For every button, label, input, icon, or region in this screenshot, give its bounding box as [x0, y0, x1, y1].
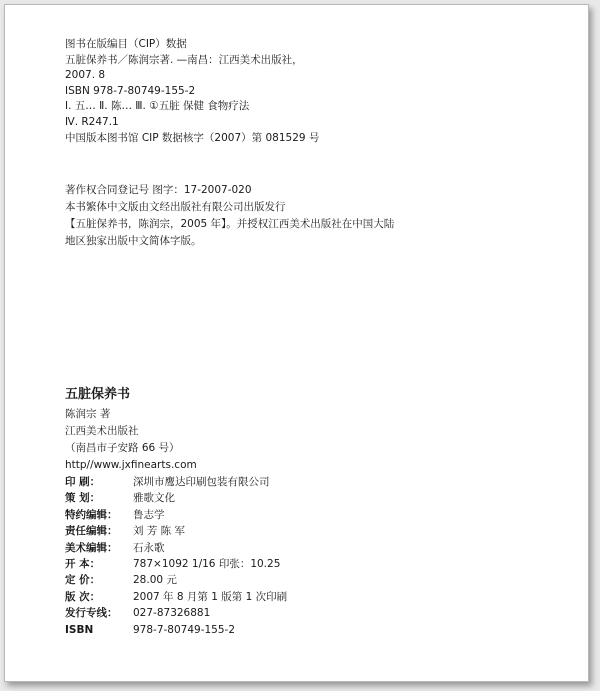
detail-value: 2007 年 8 月第 1 版第 1 次印刷: [133, 590, 288, 603]
detail-value: 978-7-80749-155-2: [133, 623, 236, 636]
detail-value: 28.00 元: [133, 574, 177, 587]
detail-label: 发行专线：: [65, 607, 118, 620]
detail-row-edition: [65, 589, 287, 605]
cip-number: 中国版本图书馆 CIP 数据核字（2007）第 081529 号: [65, 131, 320, 144]
copyright-line: 本书繁体中文版由文经出版社有限公司出版发行: [65, 201, 286, 213]
copyright-page: [4, 4, 589, 682]
detail-value: 鲁志学: [133, 508, 165, 521]
cip-line: 2007. 8: [65, 69, 106, 82]
detail-row-distribution-line: [65, 605, 287, 621]
detail-label: 版 次：: [65, 590, 101, 603]
detail-label: 开 本：: [65, 558, 101, 571]
cip-isbn: ISBN 978-7-80749-155-2: [65, 84, 196, 97]
detail-value: 刘 芳 陈 军: [133, 525, 186, 538]
copyright-line: 【五脏保养书，陈润宗，2005 年】。并授权江西美术出版社在中国大陆: [65, 218, 395, 230]
book-title: 五脏保养书: [65, 387, 131, 402]
detail-row-planning: [65, 490, 287, 506]
detail-value: 深圳市鹰达印刷包装有限公司: [133, 476, 270, 488]
detail-row-format: [65, 556, 287, 572]
cip-line: Ⅰ. 五… Ⅱ. 陈… Ⅲ. ①五脏 保健 食物疗法: [65, 100, 250, 113]
author: 陈润宗 著: [65, 408, 111, 420]
colophon-block: [65, 386, 287, 638]
detail-row-printer: [65, 474, 287, 490]
detail-row-price: [65, 572, 287, 588]
detail-label: 责任编辑：: [65, 525, 118, 538]
publisher: 江西美术出版社: [65, 425, 139, 437]
detail-row-special-editor: [65, 507, 287, 523]
copyright-block: [65, 182, 394, 250]
detail-label: 美术编辑：: [65, 541, 118, 554]
detail-value: 027-87326881: [133, 607, 211, 620]
cip-data-block: [65, 37, 319, 146]
cip-heading: 图书在版编目（CIP）数据: [65, 38, 187, 50]
detail-row-isbn: [65, 622, 287, 638]
detail-value: 石永歌: [133, 541, 165, 554]
publisher-url: http//www.jxfinearts.com: [65, 459, 197, 471]
detail-label: 印 刷：: [65, 476, 101, 488]
cip-line: 五脏保养书／陈润宗著. —南昌：江西美术出版社，: [65, 53, 303, 66]
copyright-line: 地区独家出版中文简体字版。: [65, 235, 202, 247]
detail-label: 策 划：: [65, 492, 101, 505]
detail-row-responsible-editor: [65, 523, 287, 539]
detail-label: 特约编辑：: [65, 508, 118, 521]
detail-label: 定 价：: [65, 574, 101, 587]
detail-value: 雅歌文化: [133, 492, 175, 505]
detail-row-art-editor: [65, 540, 287, 556]
cip-line: Ⅳ. R247.1: [65, 115, 119, 128]
detail-value: 787×1092 1/16 印张：10.25: [133, 558, 281, 571]
copyright-registration: 著作权合同登记号 图字：17-2007-020: [65, 184, 252, 196]
detail-label: ISBN: [65, 623, 94, 636]
publisher-address: （南昌市子安路 66 号）: [65, 442, 180, 454]
